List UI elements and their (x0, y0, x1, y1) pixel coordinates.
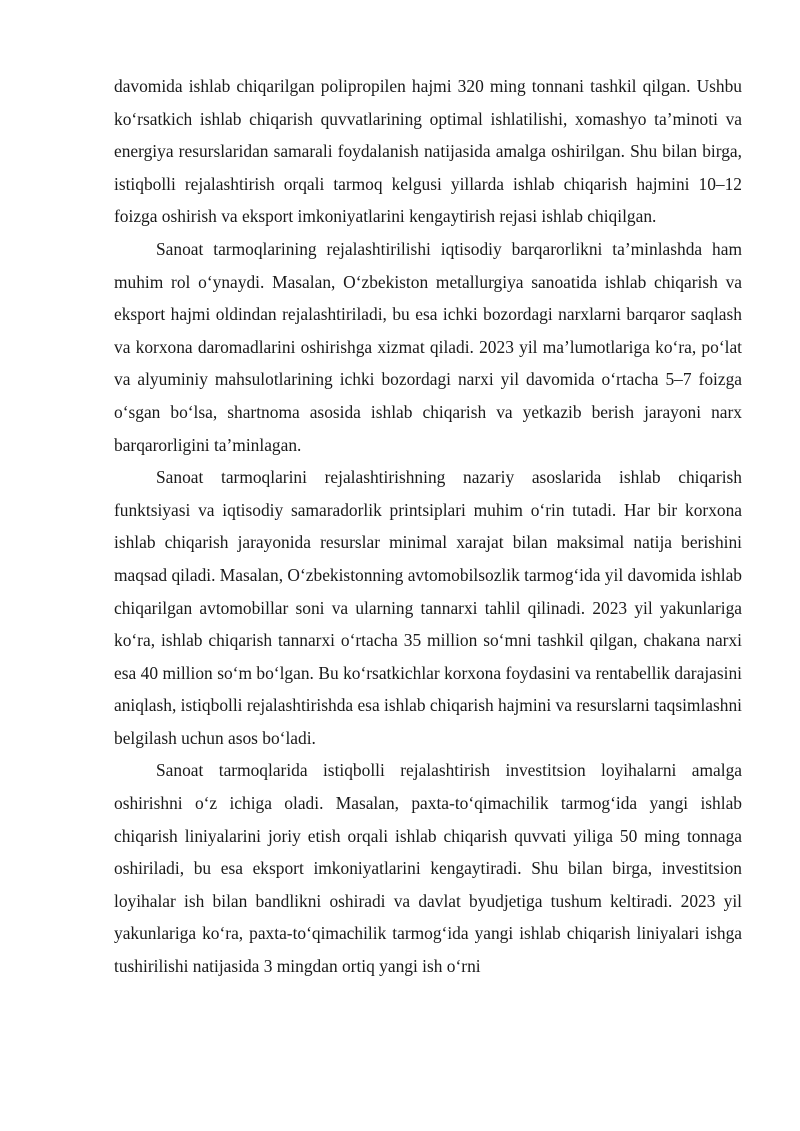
paragraph-textile: Sanoat tarmoqlarida istiqbolli rejalashtirish investitsion loyihalarni amalga oshirishni oʻz ichiga oladi. Masalan, paxta-toʻqimachilik tarmogʻida yangi ishlab chiqarish liniyalarini joriy etish orqali ishlab chiqarish quvvati yiliga 50 ming tonnaga oshiriladi, bu esa eksport imkoniyatlarini kengaytiradi. Shu bilan birga, investitsion loyihalar ish bilan bandlikni oshiradi va davlat byudjetiga tushum keltiradi. 2023 yil yakunlariga koʻra, paxta-toʻqimachilik tarmogʻida yangi ishlab chiqarish liniyalari ishga tushirilishi natijasida 3 mingdan ortiq yangi ish oʻrni (114, 760, 742, 977)
paragraph-metallurgy: Sanoat tarmoqlarining rejalashtirilishi iqtisodiy barqarorlikni taʼminlashda ham muhim rol oʻynaydi. Masalan, Oʻzbekiston metallurgiya sanoatida ishlab chiqarish va eksport hajmi oldindan rejalashtiriladi, bu esa ichki bozordagi narxlarni barqaror saqlash va korxona daromadlarini oshirishga xizmat qiladi. 2023 yil maʼlumotlariga koʻra, poʻlat va alyuminiy mahsulotlarining ichki bozordagi narxi yil davomida oʻrtacha 5–7 foizga oʻsgan boʻlsa, shartnoma asosida ishlab chiqarish va yetkazib berish jarayoni narx barqarorligini taʼminlagan. (114, 238, 742, 455)
paragraph-polypropylene: davomida ishlab chiqarilgan polipropilen hajmi 320 ming tonnani tashkil qilgan. Ushbu koʻrsatkich ishlab chiqarish quvvatlarining optimal ishlatilishi, xomashyo taʼminoti va energiya resurslaridan samarali foydalanish natijasida amalga oshirilgan. Shu bilan birga, istiqbolli rejalashtirish orqali tarmoq kelgusi yillarda ishlab chiqarish hajmini 10–12 foizga oshirish va eksport imkoniyatlarini kengaytirish rejasi ishlab chiqilgan. (114, 76, 742, 227)
paragraph-automotive: Sanoat tarmoqlarini rejalashtirishning nazariy asoslarida ishlab chiqarish funktsiyasi va iqtisodiy samaradorlik printsiplari muhim oʻrin tutadi. Har bir korxona ishlab chiqarish jarayonida resurslar minimal xarajat bilan maksimal natija berishini maqsad qiladi. Masalan, Oʻzbekistonning avtomobilsozlik tarmogʻida yil davomida ishlab chiqarilgan avtomobillar soni va ularning tannarxi tahlil qilinadi. 2023 yil yakunlariga koʻra, ishlab chiqarish tannarxi oʻrtacha 35 million soʻmni tashkil qilgan, chakana narxi esa 40 million soʻm boʻlgan. Bu koʻrsatkichlar korxona foydasini va rentabellik darajasini aniqlash, istiqbolli rejalashtirishda esa ishlab chiqarish hajmini va resurslarni taqsimlashni belgilash uchun asos boʻladi. (114, 467, 742, 748)
document-page (114, 70, 742, 983)
